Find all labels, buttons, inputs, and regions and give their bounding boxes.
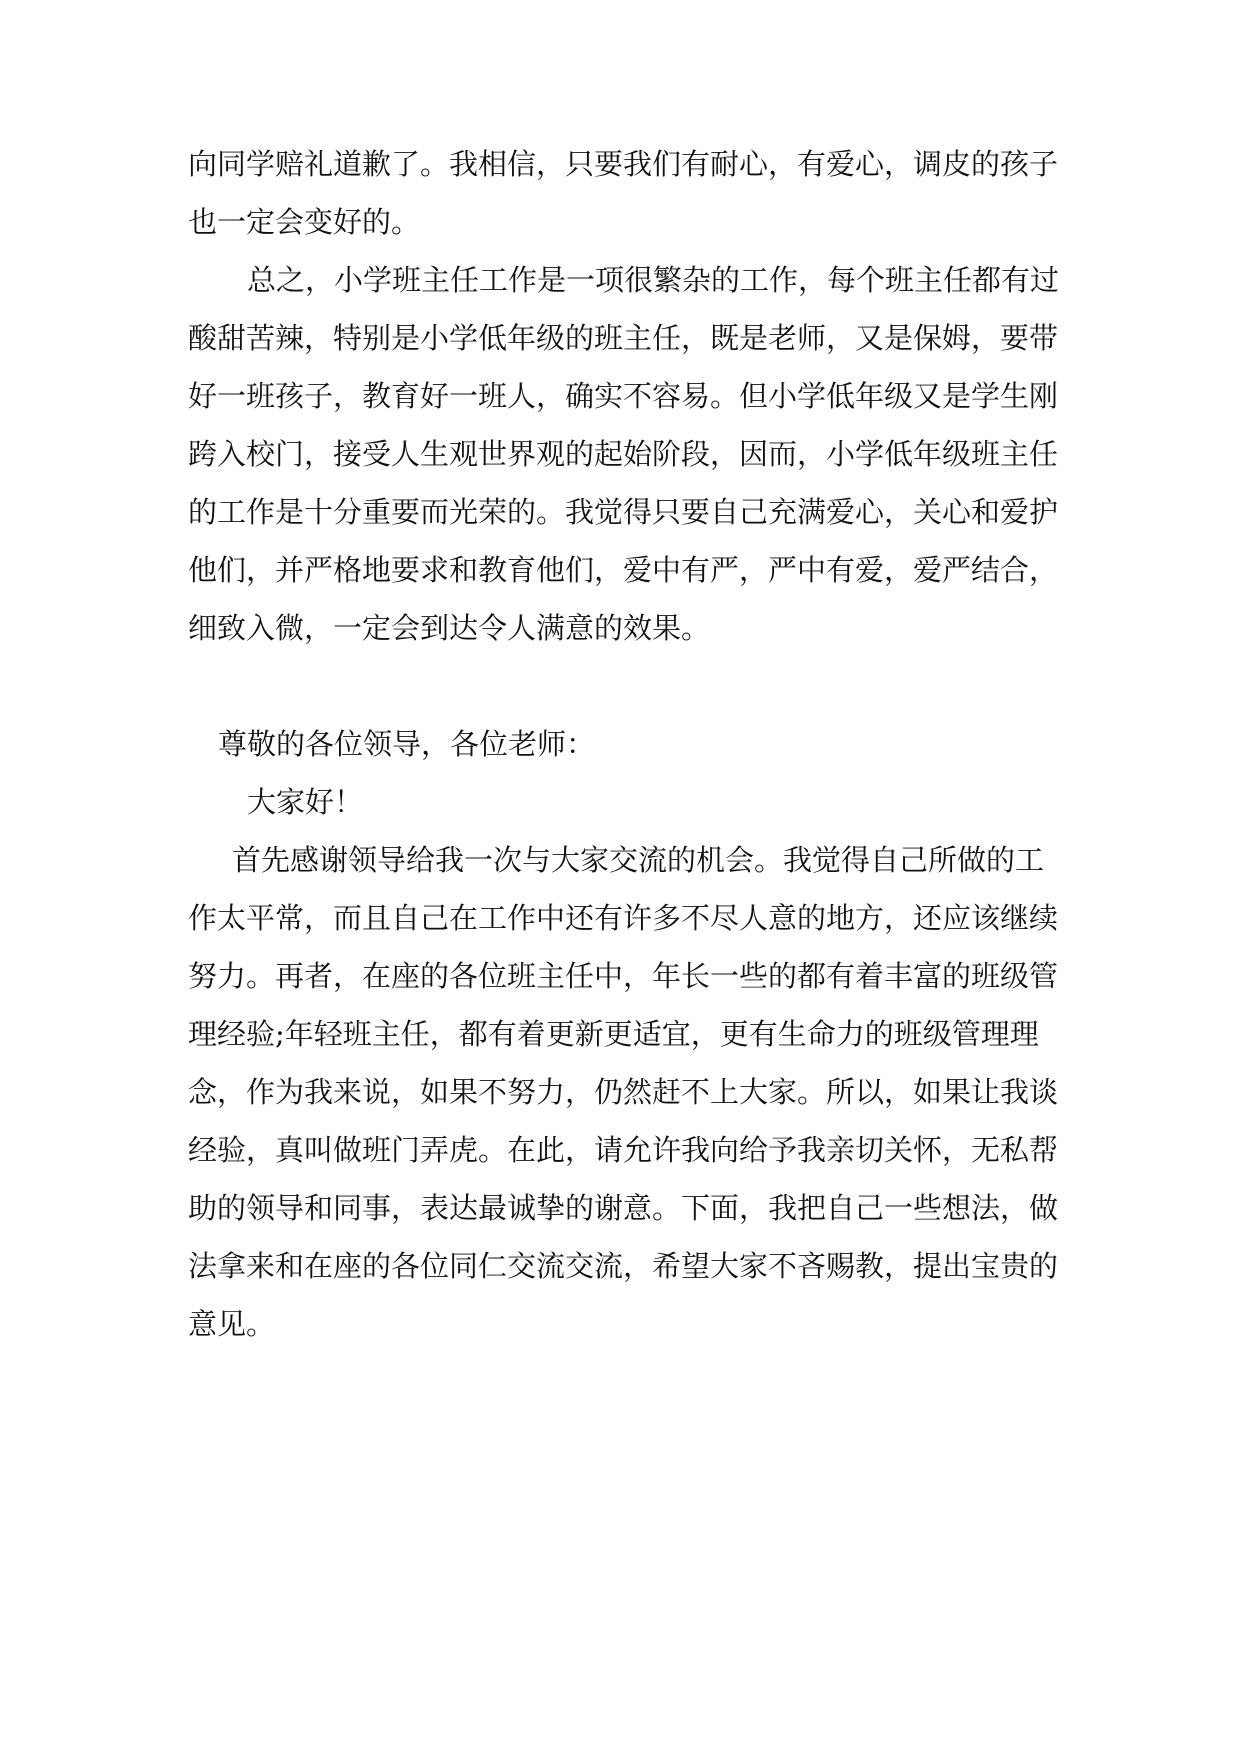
paragraph-line: 好一班孩子，教育好一班人，确实不容易。但小学低年级又是学生刚 [188,379,1059,413]
paragraph-line: 助的领导和同事，表达最诚挚的谢意。下面，我把自己一些想法，做 [188,1191,1059,1225]
paragraph-line: 向同学赔礼道歉了。我相信，只要我们有耐心，有爱心，调皮的孩子 [188,147,1059,181]
paragraph-line: 跨入校门，接受人生观世界观的起始阶段，因而，小学低年级班主任 [188,437,1059,471]
paragraph-line: 也一定会变好的。 [188,205,421,239]
paragraph-line: 的工作是十分重要而光荣的。我觉得只要自己充满爱心，关心和爱护 [188,495,1059,529]
paragraph-line: 总之，小学班主任工作是一项很繁杂的工作，每个班主任都有过 [247,263,1060,297]
greeting: 大家好！ [247,785,364,819]
paragraph-line: 理经验;年轻班主任，都有着更新更适宜，更有生命力的班级管理理 [188,1017,1039,1051]
paragraph-line: 努力。再者，在座的各位班主任中，年长一些的都有着丰富的班级管 [188,959,1059,993]
paragraph-line: 首先感谢领导给我一次与大家交流的机会。我觉得自己所做的工 [232,843,1045,877]
paragraph-line: 念，作为我来说，如果不努力，仍然赶不上大家。所以，如果让我谈 [188,1075,1059,1109]
paragraph-line: 作太平常，而且自己在工作中还有许多不尽人意的地方，还应该继续 [188,901,1059,935]
paragraph-line: 法拿来和在座的各位同仁交流交流，希望大家不吝赐教，提出宝贵的 [188,1249,1059,1283]
paragraph-line: 酸甜苦辣，特别是小学低年级的班主任，既是老师，又是保姆，要带 [188,321,1059,355]
salutation: 尊敬的各位领导，各位老师： [218,727,596,761]
paragraph-line: 细致入微，一定会到达令人满意的效果。 [188,611,711,645]
paragraph-line: 他们，并严格地要求和教育他们，爱中有严，严中有爱，爱严结合， [188,553,1059,587]
paragraph-line: 意见。 [188,1307,276,1341]
paragraph-line: 经验，真叫做班门弄虎。在此，请允许我向给予我亲切关怀，无私帮 [188,1133,1059,1167]
